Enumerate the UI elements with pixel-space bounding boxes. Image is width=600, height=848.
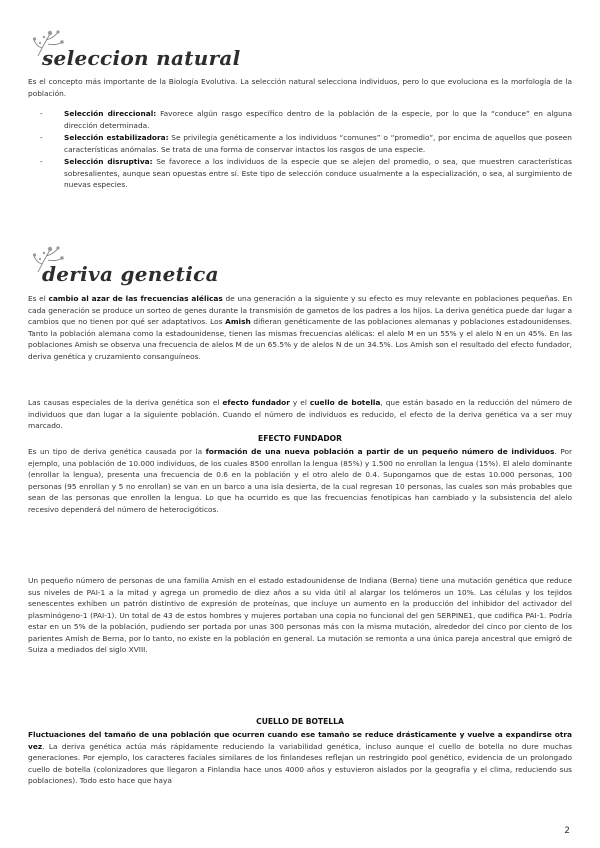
dash-bullet: -: [40, 109, 43, 118]
bold-term: cuello de botella: [309, 398, 381, 407]
seleccion-intro: Es el concepto más importante de la Biología Evolutiva. La selección natural selecciona individuos, pero lo que evoluciona es la morfología de la población.: [28, 77, 572, 98]
list-item-direccional: [40, 108, 572, 131]
bold-term: Amish: [225, 317, 251, 326]
dash-bullet: -: [40, 133, 43, 142]
text-run: Las causas especiales de la deriva genética son el: [28, 398, 223, 407]
fundador-paragraph-1: [28, 446, 572, 515]
fundador-paragraph-2: Un pequeño número de personas de una familia Amish en el estado estadounidense de Indiana (Berna) tiene una mutación genética que reduce sus niveles de PAI-1 a la mitad y agrega un promedio de diez años a su vida útil al alargar los telómeros un 10%. Las células y los tejidos senescentes exhiben un patrón distintivo de expresión de proteínas, que incluye un aumento en la producción del inhibidor del activador del plasminógeno-1 (PAI-1). Un total de 43 de estos hombres y mujeres portaban una copia no funcional del gen SERPINE1, que codifica PAI-1. Podría estar en un 5% de la población, pudiendo ser portada por unas 300 personas más con la misma mutación, alrededor del cinco por ciento de los parientes Amish de Berna, por lo tanto, no existe en la población en general. La mutación se remonta a una única pareja ancestral que emigró de Suiza a mediados del siglo XVIII.: [28, 576, 572, 654]
term-text: Favorece algún rasgo específico dentro de la población de la especie, por lo que la “conduce” en alguna dirección determinada.: [64, 109, 572, 130]
bold-term: cambio al azar de las frecuencias alélicas: [48, 294, 223, 303]
bold-term: formación de una nueva población a partir de un pequeño número de individuos: [205, 447, 555, 456]
term-label: Selección disruptiva:: [64, 157, 153, 166]
text-run: . La deriva genética actúa más rápidamente reduciendo la variabilidad genética, incluso aunque el cuello de botella no dure muchas generaciones. Por ejemplo, los caracteres faciales similares de los finlandeses reflejan un restringido pool genético, evidencia de un prolongado cuello de botella (colonizadores que llegaron a Finlandia hace unos 4000 años y estuvieron aislados por la geografía y el clima, reduciendo sus poblaciones). Todo esto hace que haya: [28, 741, 572, 785]
section-title: seleccion natural: [42, 46, 241, 70]
text-run: . Por ejemplo, una población de 10.000 individuos, de los cuales 8500 enrollan la lengua (85%) y 1.500 no enrollan la lengua (15%). El alelo dominante (enrollar la lengua), presenta una frecuencia de 0.6 en la población y el otro alelo de 0.4. Supongamos que de estas 10.000 personas, 100 personas (95 enrollan y 5 no enrollan) se van en un barco a una isla desierta, de la cual regresan 10 personas, las cuales son más probables que sean de las personas que enrollen la lengua. Lo que ha ocurrido es que las frecuencias fenotípicas han cambiado y la subsistencia del alelo recesivo dependerá del número de heterocigóticos.: [28, 447, 573, 514]
bold-term: efecto fundador: [222, 398, 290, 407]
subheading-cuello-botella: CUELLO DE BOTELLA: [256, 717, 344, 726]
deriva-paragraph-1: [28, 293, 572, 362]
section-heading-deriva: [28, 250, 219, 286]
selection-types-list: [40, 108, 572, 192]
section-heading-seleccion: [28, 34, 241, 70]
text-run: Es un tipo de deriva genética causada por la: [28, 447, 206, 456]
text-run: , que están basado en la reducción del número de individuos que dan lugar a la siguiente población. Cuando el número de individuos es reducido, el efecto de la deriva genética va a ser muy marcado.: [28, 398, 572, 430]
term-label: Selección estabilizadora:: [64, 133, 169, 142]
text-run: de una generación a la siguiente y su efecto es muy relevante en poblaciones pequeñas. En cada generación se produce un sorteo de genes durante la transmisión de gametos de los padres a los hijos. La deriva genética puede dar lugar a cambios que no tienen por qué ser adaptativos. Los: [28, 294, 573, 326]
list-item-estabilizadora: [40, 132, 572, 155]
subheading-efecto-fundador: EFECTO FUNDADOR: [258, 434, 342, 443]
deriva-paragraph-2: [28, 397, 572, 432]
text-run: difieran genéticamente de las poblaciones alemanas y poblaciones estadounidenses. Tanto la población alemana como la estadounidense, tienen las mismas frecuencias alélicas: el alelo M en un 55% y el alelo N en un 45%. En las poblaciones Amish se observa una frecuencia de alelos M de un 65.5% y de alelos N de un 34.5%. Los Amish son el resultado del efecto fundador, deriva genética y cruzamiento consanguíneos.: [28, 317, 573, 361]
section-title: deriva genetica: [42, 262, 219, 286]
list-item-disruptiva: [40, 156, 572, 191]
term-label: Selección direccional:: [64, 109, 157, 118]
term-text: Se favorece a los individuos de la especie que se alejen del promedio, o sea, que muestren características sobresalientes, aunque sean opuestas entre sí. Este tipo de selección conduce usualmente a la especialización, o sea, al surgimiento de nuevas especies.: [64, 157, 572, 189]
text-run: y el: [289, 398, 310, 407]
term-text: Se privilegia genéticamente a los individuos “comunes” o “promedio”, por encima de aquellos que poseen características anómalas. Se trata de una forma de conservar intactos los rasgos de una especie.: [64, 133, 572, 154]
cuello-paragraph-1: [28, 729, 572, 787]
text-run: Es el: [28, 294, 49, 303]
page-number: 2: [564, 826, 570, 836]
bold-term: Fluctuaciones del tamaño de una población que ocurren cuando ese tamaño se reduce drásticamente y vuelve a expandirse otra vez: [28, 730, 572, 751]
dash-bullet: -: [40, 157, 43, 166]
